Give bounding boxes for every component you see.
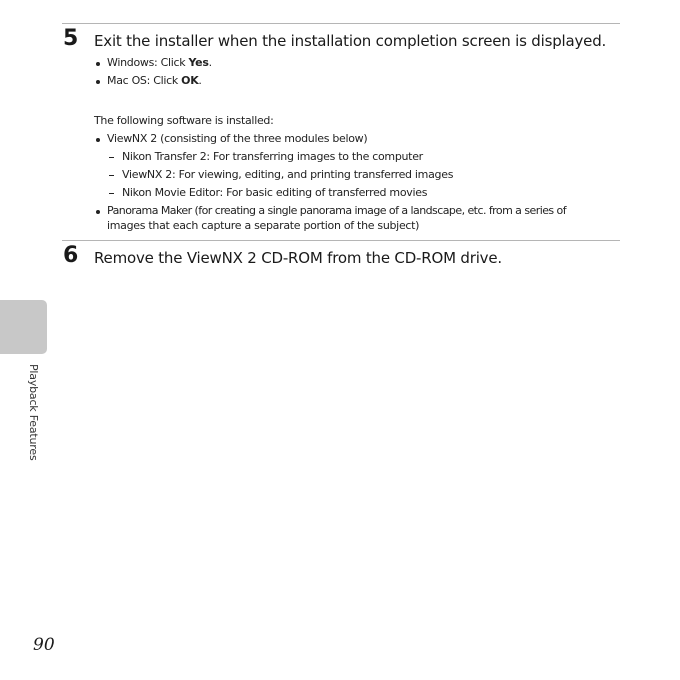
mac-ok-label: OK (181, 74, 199, 87)
top-divider (62, 23, 620, 24)
section-label: Playback Features (27, 364, 40, 461)
software-viewnx: ViewNX 2 (consisting of the three modules below) (107, 132, 368, 145)
step-6-title: Remove the ViewNX 2 CD-ROM from the CD-ROM drive. (94, 249, 502, 267)
bullet-icon (96, 80, 100, 84)
step-5-number: 5 (63, 26, 79, 51)
bullet-icon (96, 138, 100, 142)
dash-icon (109, 175, 114, 176)
step-5-title: Exit the installer when the installation completion screen is displayed. (94, 32, 607, 50)
dash-icon (109, 157, 114, 158)
section-tab (0, 300, 47, 354)
dash-icon (109, 193, 114, 194)
step-6-number: 6 (63, 243, 79, 268)
module-item: Nikon Movie Editor: For basic editing of transferred movies (122, 186, 428, 199)
windows-yes-label: Yes (188, 56, 209, 69)
windows-instruction: Windows: Click Yes. (107, 56, 212, 69)
software-panorama-line1: Panorama Maker (for creating a single panorama image of a landscape, etc. from a series of (107, 204, 567, 217)
step-divider (62, 240, 620, 241)
bullet-icon (96, 210, 100, 214)
module-item: ViewNX 2: For viewing, editing, and printing transferred images (122, 168, 454, 181)
page-number: 90 (33, 635, 55, 655)
mac-instruction: Mac OS: Click OK. (107, 74, 202, 87)
module-item: Nikon Transfer 2: For transferring images to the computer (122, 150, 423, 163)
bullet-icon (96, 62, 100, 66)
software-intro: The following software is installed: (94, 114, 274, 127)
software-panorama-line2: images that each capture a separate portion of the subject) (107, 219, 420, 232)
